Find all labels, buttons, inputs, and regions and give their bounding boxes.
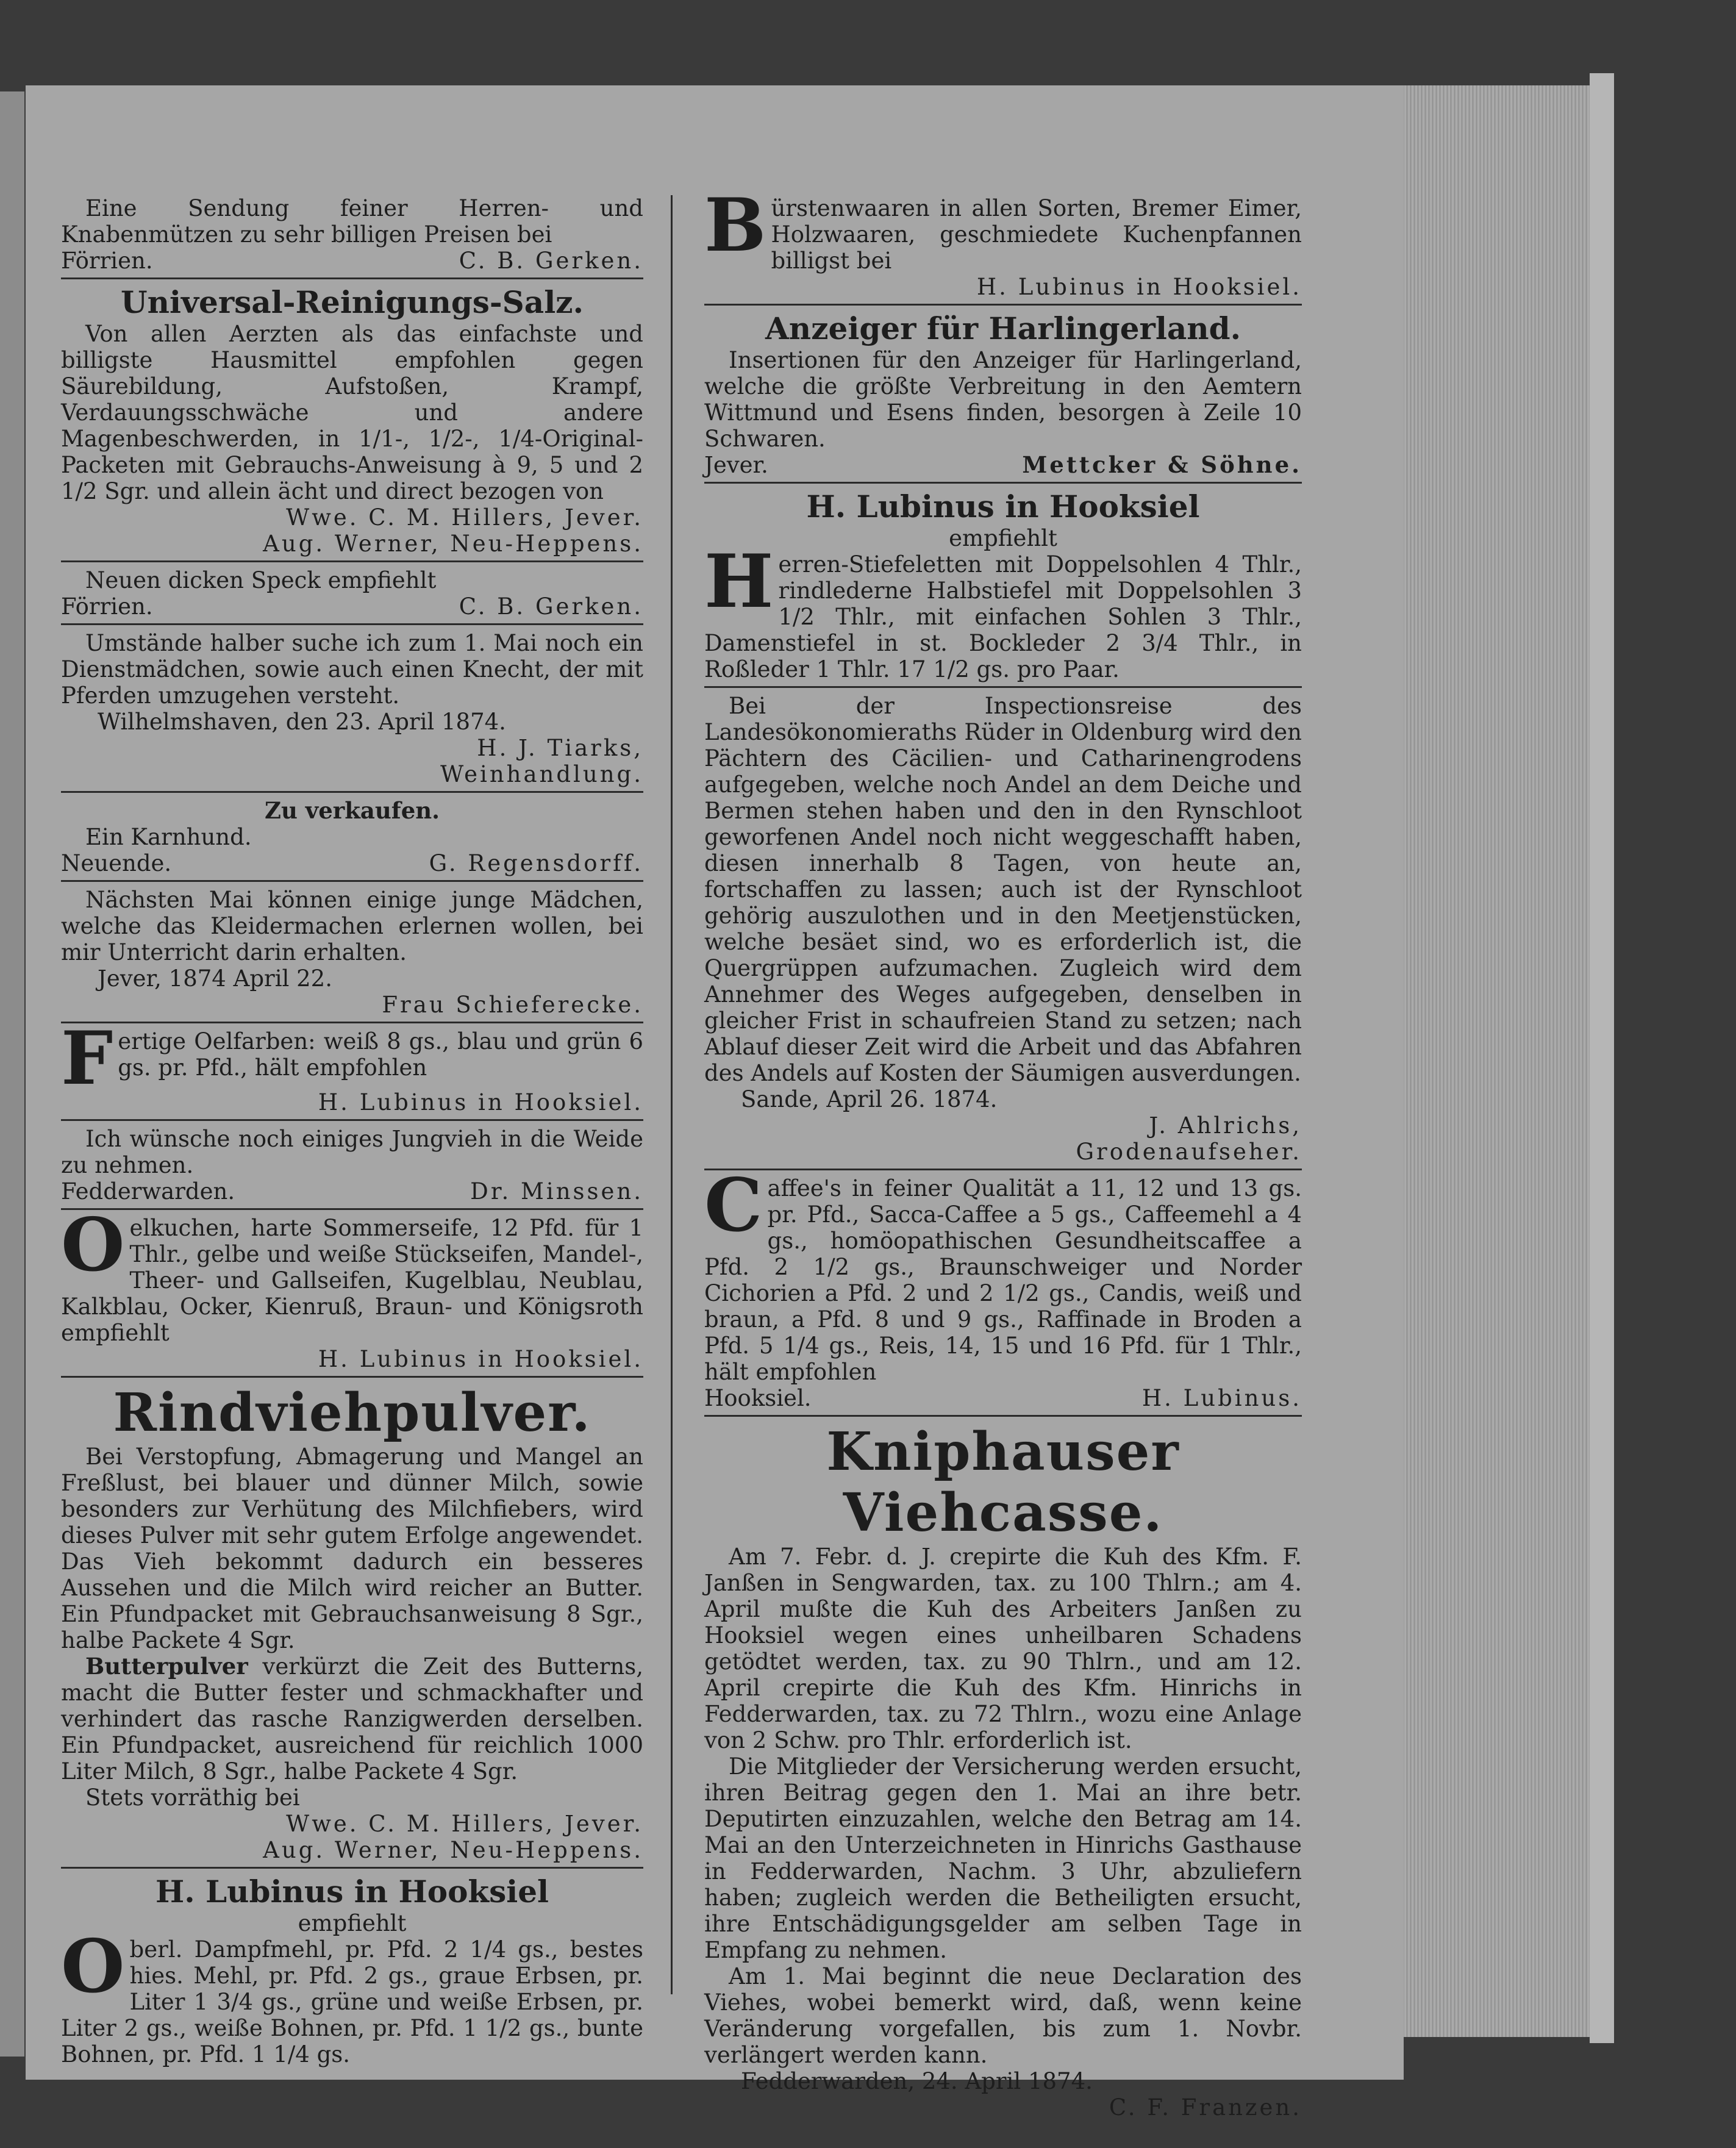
ad-signer: Frau Schieferecke. (382, 992, 643, 1018)
ad-date: Fedderwarden, 24. April 1874. (741, 2068, 1093, 2094)
ad-date: Wilhelmshaven, den 23. April 1874. (98, 709, 506, 735)
ad-body: ertige Oelfarben: weiß 8 gs., blau und grün 6 gs. pr. Pfd., hält empfohlen (118, 1028, 643, 1081)
ad-signer: Wwe. C. M. Hillers, Jever. (286, 1811, 643, 1837)
ad-dienstmaedchen (61, 623, 643, 787)
ad-signer: H. Lubinus in Hooksiel. (318, 1089, 643, 1115)
ad-signer: Aug. Werner, Neu-Heppens. (263, 1837, 643, 1863)
ad-signer: Mettcker & Söhne. (1022, 451, 1302, 478)
ad-reinigungs-salz (61, 277, 643, 557)
ad-signer: C. F. Franzen. (1109, 2094, 1302, 2121)
drop-initial: O (61, 1202, 125, 1288)
ad-place: Jever. (704, 452, 768, 478)
ad-date: Sande, April 26. 1874. (741, 1086, 998, 1112)
ad-place: Förrien. (61, 593, 153, 620)
ad-body: ürstenwaaren in allen Sorten, Bremer Eimer, Holzwaaren, geschmiedete Kuchenpfannen billigst bei (771, 195, 1302, 274)
ad-subtitle: empfiehlt (949, 525, 1057, 551)
ad-place: Förrien. (61, 248, 153, 274)
right-column (704, 182, 1302, 2121)
previous-page-edge (0, 91, 24, 2057)
ad-anzeiger-harlingerland (704, 304, 1302, 478)
drop-initial: C (704, 1162, 763, 1248)
ad-body: Umstände halber suche ich zum 1. Mai noch ein Dienstmädchen, sowie auch einen Knecht, der mit Pferden umzugehen versteht. (61, 630, 643, 709)
ad-body: Die Mitglieder der Versicherung werden ersucht, ihren Beitrag gegen den 1. Mai an ihre betr. Deputirten einzuzahlen, welche den Betrag am 14. Mai an den Unterzeichneten in Hinrichs Gasthause in Fedderwarden, Nachm. 3 Uhr, abzuliefern haben; zugleich werden die Betheiligten ersucht, ihre Entschädigungsgelder am selben Tage in Empfang zu nehmen. (704, 1753, 1302, 1963)
ad-title: H. Lubinus in Hooksiel (806, 489, 1200, 524)
column-divider (671, 195, 673, 1994)
ad-body: Stets vorräthig bei (85, 1785, 300, 1811)
ad-title: Universal-Reinigungs-Salz. (121, 284, 584, 320)
ad-body: Nächsten Mai können einige junge Mädchen, welche das Kleidermachen erlernen wollen, bei mir Unterricht darin erhalten. (61, 887, 643, 965)
ad-body: Bei der Inspectionsreise des Landesökonomieraths Rüder in Oldenburg wird den Pächtern des Cäcilien- und Catharinengrodens aufgegeben, welche noch Andel an dem Deiche und Bermen stehen haben und den in den Rynschloot geworfenen Andel noch nicht weggeschafft haben, diesen innerhalb 8 Tagen, von heute an, fortschaffen zu lassen; auch ist der Rynschloot gehörig auszulothen und in den Meetjenstücken, welche besäet sind, wo es erforderlich ist, die Quergrüppen aufzumachen. Zugleich wird dem Annehmer des Weges aufgegeben, denselben in gleicher Frist in schaufreien Stand zu setzen; nach Ablauf dieser Zeit wird die Arbeit und das Abfahren des Andels auf Kosten der Säumigen ausverdungen. (704, 693, 1302, 1086)
ad-caffee (704, 1162, 1302, 1411)
ad-signer: Aug. Werner, Neu-Heppens. (263, 531, 643, 557)
ad-gerken-muetzen (61, 195, 643, 274)
drop-initial: B (704, 182, 766, 268)
drop-initial: F (61, 1015, 113, 1101)
ad-body: Neuen dicken Speck empfiehlt (85, 567, 437, 593)
ad-signer: H. Lubinus in Hooksiel. (318, 1346, 643, 1372)
drop-initial: O (61, 1924, 125, 2010)
ad-kniphauser-viehcasse (704, 1415, 1302, 2121)
ad-subtitle: empfiehlt (298, 1910, 407, 1936)
ad-title: H. Lubinus in Hooksiel (155, 1874, 549, 1910)
ad-signer: C. B. Gerken. (459, 248, 643, 274)
ad-signer: Weinhandlung. (440, 761, 643, 787)
ad-lubinus-stiefel (704, 482, 1302, 682)
ad-body: elkuchen, harte Sommerseife, 12 Pfd. für 1 Thlr., gelbe und weiße Stückseifen, Mandel-, Theer- und Gallseifen, Kugelblau, Neublau, Kalkblau, Ocker, Kienruß, Braun- und Königsroth empfiehlt (61, 1215, 643, 1346)
ad-title: Anzeiger für Harlingerland. (765, 310, 1241, 346)
ad-buerstenwaaren (704, 182, 1302, 300)
ad-date: Jever, 1874 April 22. (98, 965, 332, 992)
ad-body: berl. Dampfmehl, pr. Pfd. 2 1/4 gs., bestes hies. Mehl, pr. Pfd. 2 gs., graue Erbsen, pr. Liter 1 3/4 gs., grüne und weiße Erbsen, pr. Liter 2 gs., weiße Bohnen, pr. Pfd. 1 1/2 gs., bunte Bohnen, pr. Pfd. 1 1/4 gs. (61, 1936, 643, 2067)
drop-initial: H (704, 539, 774, 625)
ad-body: Butterpulver verkürzt die Zeit des Butterns, macht die Butter fester und schmackhafter und verhindert das rasche Ranzigwerden derselben. Ein Pfundpacket, ausreichend für reichlich 1000 Liter Milch, 8 Sgr., halbe Packete 4 Sgr. (61, 1653, 643, 1785)
ad-zu-verkaufen (61, 791, 643, 876)
ad-signer: Dr. Minssen. (470, 1178, 643, 1205)
ad-body: Ein Karnhund. (85, 824, 252, 850)
ad-title: Rindviehpulver. (113, 1382, 591, 1444)
ad-signer: Wwe. C. M. Hillers, Jever. (286, 504, 643, 531)
ad-place: Hooksiel. (704, 1385, 812, 1411)
ad-body: Bei Verstopfung, Abmagerung und Mangel an Freßlust, bei blauer und dünner Milch, sowie besonders zur Verhütung des Milchfiebers, wird dieses Pulver mit sehr gutem Erfolge angewendet. Das Vieh bekommt dadurch ein besseres Aussehen und die Milch wird reicher an Butter. Ein Pfundpacket mit Gebrauchsanweisung 8 Sgr., halbe Packete 4 Sgr. (61, 1444, 643, 1653)
ad-lubinus-mehl (61, 1867, 643, 2067)
ad-body: affee's in feiner Qualität a 11, 12 und 13 gs. pr. Pfd., Sacca-Caffee a 5 gs., Caffeemehl a 4 gs., homöopathischen Gesundheitscaffee a Pfd. 2 1/2 gs., Braunschweiger und Norder Cichorien a Pfd. 2 und 2 1/2 gs., Candis, weiß und braun, a Pfd. 8 und 9 gs., Raffinade in Broden a Pfd. 5 1/4 gs., Reis, 14, 15 und 16 Pfd. für 1 Thlr., hält empfohlen (704, 1175, 1302, 1385)
ad-signer: G. Regensdorff. (429, 850, 643, 876)
ad-rindviehpulver (61, 1376, 643, 1863)
ad-body: Eine Sendung feiner Herren- und Knabenmützen zu sehr billigen Preisen bei (61, 195, 643, 248)
ad-body: Von allen Aerzten als das einfachste und billigste Hausmittel empfohlen gegen Säurebildung, Aufstoßen, Krampf, Verdauungsschwäche und andere Magenbeschwerden, in 1/1-, 1/2-, 1/4-Original-Packeten mit Gebrauchs-Anweisung à 9, 5 und 2 1/2 Sgr. und allein ächt und direct bezogen von (61, 321, 643, 504)
ad-title: Zu verkaufen. (264, 797, 440, 824)
ad-body: Ich wünsche noch einiges Jungvieh in die Weide zu nehmen. (61, 1126, 643, 1178)
ad-signer: H. J. Tiarks, (477, 735, 643, 761)
ad-jungvieh (61, 1119, 643, 1205)
ad-body: Insertionen für den Anzeiger für Harlingerland, welche die größte Verbreitung in den Aemtern Wittmund und Esens finden, besorgen à Zeile 10 Schwaren. (704, 347, 1302, 452)
ad-body: Am 1. Mai beginnt die neue Declaration des Viehes, wobei bemerkt wird, daß, wenn keine Veränderung vorgefallen, bis zum 1. Novbr. verlängert werden kann. (704, 1963, 1302, 2068)
ad-signer: C. B. Gerken. (459, 593, 643, 620)
ad-place: Neuende. (61, 850, 172, 876)
ad-oelkuchen (61, 1202, 643, 1372)
ad-place: Fedderwarden. (61, 1178, 235, 1205)
ad-title: Kniphauser Viehcasse. (826, 1421, 1180, 1544)
ad-signer: H. Lubinus in Hooksiel. (976, 274, 1302, 300)
ad-signer: Grodenaufseher. (1076, 1139, 1302, 1165)
ad-inspectionsreise (704, 686, 1302, 1165)
ad-kleidermachen (61, 880, 643, 1018)
ad-oelfarben (61, 1015, 643, 1115)
book-cover-edge (1590, 73, 1614, 2043)
ad-signer: J. Ahlrichs, (1149, 1112, 1302, 1139)
ad-speck (61, 560, 643, 620)
book-page-edges (1404, 85, 1590, 2037)
ad-signer: H. Lubinus. (1141, 1385, 1302, 1411)
left-column (61, 195, 643, 2067)
ad-body: Am 7. Febr. d. J. crepirte die Kuh des Kfm. F. Janßen in Sengwarden, tax. zu 100 Thlrn.; am 4. April mußte die Kuh des Arbeiters Janßen zu Hooksiel wegen eines unheilbaren Schadens getödtet werden, tax. zu 90 Thlrn., und am 12. April crepirte die Kuh des Kfm. Hinrichs in Fedderwarden, tax. zu 72 Thlrn., wozu eine Anlage von 2 Schw. pro Thlr. erforderlich ist. (704, 1544, 1302, 1753)
ad-body: erren-Stiefeletten mit Doppelsohlen 4 Thlr., rindlederne Halbstiefel mit Doppelsohlen 3 1/2 Thlr., mit einfachen Sohlen 3 Thlr., Damenstiefel in st. Bockleder 2 3/4 Thlr., in Roßleder 1 Thlr. 17 1/2 gs. pro Paar. (704, 551, 1302, 682)
